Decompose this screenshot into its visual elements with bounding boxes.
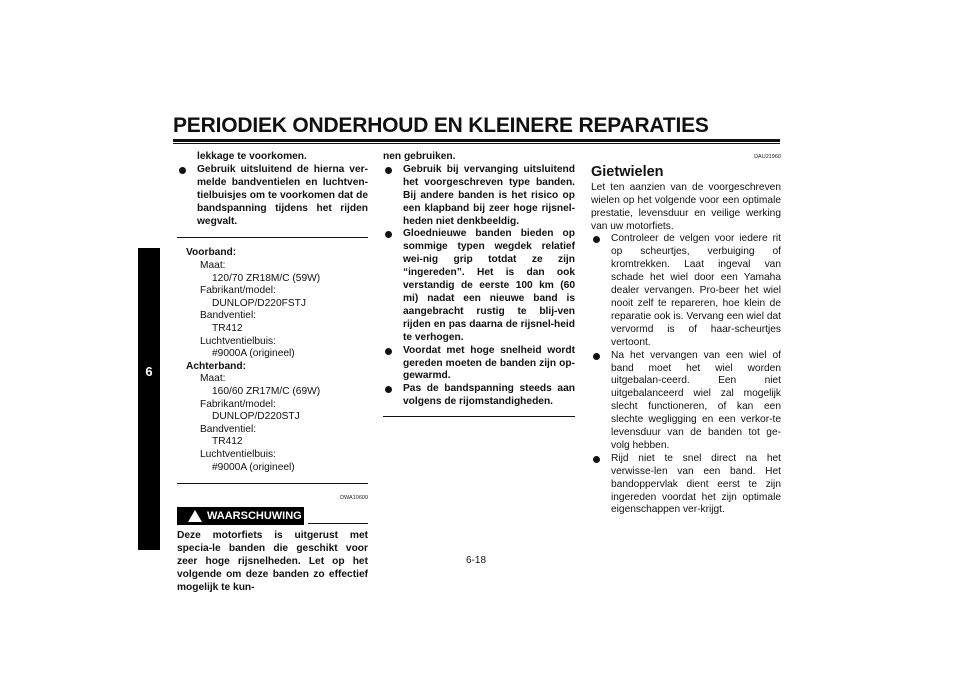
column-middle <box>383 151 575 417</box>
bullet-icon <box>385 386 392 393</box>
maker-label: Fabrikant/model: <box>200 285 276 297</box>
size-label: Maat: <box>200 260 226 272</box>
list-item <box>383 345 575 384</box>
list-item <box>177 164 368 229</box>
maker-label: Fabrikant/model: <box>200 398 276 410</box>
front-size-value: 120/70 ZR18M/C (59W) <box>212 272 321 284</box>
bullet-text: Pas de bandspanning steeds aan volgens de rijomstandigheden. <box>403 383 575 408</box>
chapter-number: 6 <box>145 364 153 379</box>
bullet-text: Rijd niet te snel direct na het verwisse-len van een band. Het bandoppervlak dient eerst te zijn ingereden voordat het zijn optimale eigenschappen ver-krijgt. <box>611 452 781 516</box>
bullet-icon <box>593 353 600 360</box>
warning-label: WAARSCHUWING <box>207 510 302 523</box>
warning-text: Deze motorfiets is uitgerust met specia-le banden die geschikt voor zeer hoge rijsnelheden. Let op het volgende om deze banden zo effectief mogelijk te kun- <box>177 530 368 593</box>
list-item <box>591 350 781 453</box>
bullet-icon <box>593 236 600 243</box>
list-item <box>383 383 575 409</box>
front-valve-core-value: #9000A (origineel) <box>212 348 295 360</box>
title-rule-thin <box>173 143 780 144</box>
valve-label: Bandventiel: <box>200 423 257 435</box>
bullet-text: Controleer de velgen voor iedere rit op scheurtjes, verbuiging of kromtrekken. Laat ingeval van schade het wiel door een Yamaha dealer vervangen. Pro-beer het wiel nooit zelf te repareren, hoe klein de reparatie ook is. Vervang een wiel dat vervormd is of haar-scheurtjes vertoont. <box>611 233 781 348</box>
front-maker-value: DUNLOP/D220FSTJ <box>212 297 306 309</box>
bullet-text: Gebruik bij vervanging uitsluitend het voorgeschreven type banden. Bij andere banden is het risico op een klapband bij zeer hoge rijsnel-heden niet denkbeeldig. <box>403 163 575 227</box>
bullet-text: Gebruik uitsluitend de hierna ver-melde bandventielen en luchtven-tielbuisjes om te voorkomen dat de bandspanning tijdens het rijden wegvalt. <box>197 163 368 227</box>
size-label: Maat: <box>200 373 226 385</box>
list-item <box>591 453 781 518</box>
page-number: 6-18 <box>466 555 487 566</box>
bullet-text: Voordat met hoge snelheid wordt gereden moeten de banden zijn op-gewarmd. <box>403 344 575 382</box>
bullet-text: Na het vervangen van een wiel of band moet het wiel worden uitgebalan-ceerd. Een niet uitgebalanceerd wiel zal mogelijk slecht functioneren, of kan een slechte wegligging en een verkor-te levensduur van de banden tot ge-volg hebben. <box>611 349 781 451</box>
warning-end-rule <box>383 416 575 417</box>
valve-core-label: Luchtventielbuis: <box>200 448 276 460</box>
valve-label: Bandventiel: <box>200 310 257 322</box>
section-heading: Gietwielen <box>591 163 664 180</box>
warning-triangle-icon: ! <box>188 510 202 522</box>
front-tire-label: Voorband: <box>186 247 237 259</box>
section-code: DAU21960 <box>754 154 781 160</box>
bullet-icon <box>593 456 600 463</box>
bullet-icon <box>385 231 392 238</box>
bullet-icon <box>385 167 392 174</box>
list-item <box>383 228 575 344</box>
title-rule <box>173 139 780 142</box>
continued-text: lekkage te voorkomen. <box>197 151 307 162</box>
warning-rule <box>308 523 368 524</box>
rear-maker-value: DUNLOP/D220STJ <box>212 411 300 423</box>
column-left <box>177 151 368 595</box>
continued-text: nen gebruiken. <box>383 151 456 162</box>
chapter-tab <box>138 248 160 550</box>
rear-tire-label: Achterband: <box>186 360 246 372</box>
page-title: PERIODIEK ONDERHOUD EN KLEINERE REPARATIES <box>173 114 709 137</box>
column-right <box>591 151 781 517</box>
rear-size-value: 160/60 ZR17M/C (69W) <box>212 385 321 397</box>
warning-header <box>177 507 368 525</box>
front-valve-value: TR412 <box>212 323 243 334</box>
rear-valve-value: TR412 <box>212 436 243 448</box>
section-intro: Let ten aanzien van de voorgeschreven wielen op het volgende voor een optimale prestatie, levensduur en veilige werking van uw motorfiets. <box>591 181 781 232</box>
warning-badge <box>177 507 304 525</box>
list-item <box>383 164 575 229</box>
warning-code: DWA10600 <box>340 495 368 502</box>
bullet-icon <box>179 167 186 174</box>
spec-box <box>177 237 368 484</box>
valve-core-label: Luchtventielbuis: <box>200 335 276 347</box>
bullet-icon <box>385 348 392 355</box>
list-item <box>591 233 781 349</box>
bullet-text: Gloednieuwe banden bieden op sommige typen wegdek relatief wei-nig grip totdat ze zijn “ingereden”. Het is dan ook verstandig de eerste 100 km (60 mi) nadat een nieuwe band is aangebracht rustig te blij-ven rijden en pas daarna de rijsnel-heid te verhogen. <box>403 228 575 343</box>
rear-valve-core-value: #9000A (origineel) <box>212 461 295 473</box>
